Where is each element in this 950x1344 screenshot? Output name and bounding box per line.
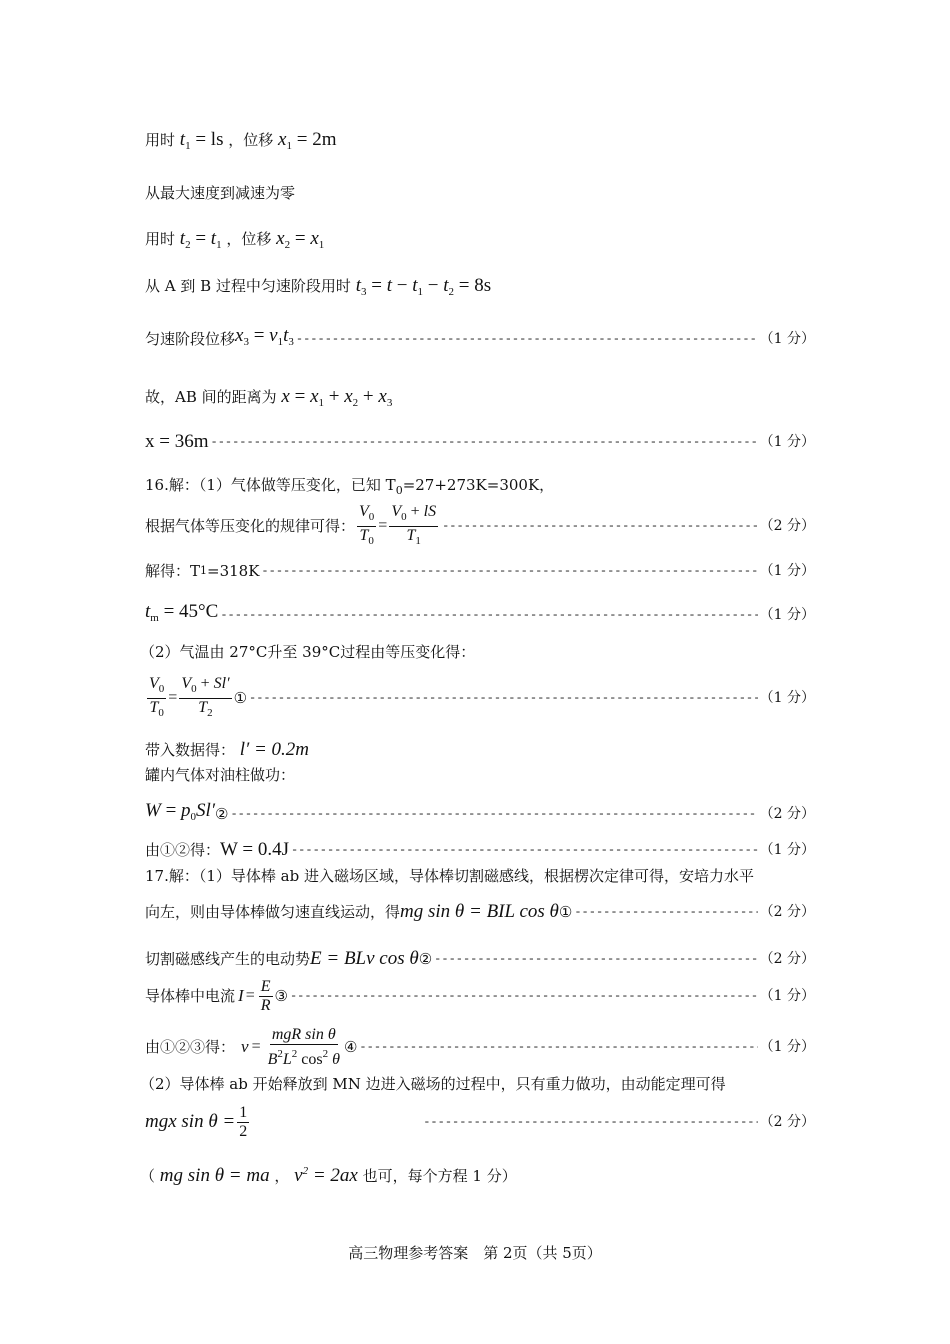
dot-leader bbox=[230, 804, 757, 824]
equation-w-result: W = 0.4J bbox=[220, 839, 289, 860]
equation-t2: $t_2 = t_1$ bbox=[179, 228, 222, 251]
dot-leader bbox=[249, 688, 758, 708]
equation-tm: $t_m = 45^\circ C$ bbox=[145, 601, 219, 624]
dot-leader bbox=[296, 329, 758, 349]
equation-t3: $t_3 = t - t_1 - t_2 = 8s$ bbox=[355, 275, 492, 298]
problem-16-equation-1: $\frac{V_0}{T_0}$ = $\frac{V_0 + Sl'}{T_2}$ ① ----- （1 分） bbox=[145, 675, 815, 721]
score-label: （1 分） bbox=[759, 563, 815, 579]
equation-force-balance: mg sin θ = BIL cos θ bbox=[400, 901, 559, 922]
equation-t1: $t_1$ = ls bbox=[179, 129, 224, 152]
equation-x-36: x = 36m bbox=[145, 431, 209, 452]
fraction-v0sl-t2: $\frac{V_0 + Sl'}{T_2}$ bbox=[181, 674, 230, 719]
fraction-v0ls-t1: $\frac{V_0 + lS}{T_1}$ bbox=[391, 502, 437, 547]
problem-16-w-result: 由①②得： W = 0.4J ----- （1 分） bbox=[145, 840, 815, 860]
equation-w: $W = p_0Sl'$ bbox=[145, 800, 215, 823]
problem-16-t1-result: 解得：T 1 =318K ----- （1 分） bbox=[145, 561, 815, 581]
problem-17-equation-2: 切割磁感线产生的电动势 E = BLv cos θ ② ----- （2 分） bbox=[145, 949, 815, 969]
equation-energy: mgx sin θ = bbox=[145, 1111, 236, 1132]
dot-leader bbox=[434, 949, 757, 969]
solution-line-ab-distance: 故，AB 间的距离为 $x = x_1 + x_2 + x_3$ bbox=[145, 386, 393, 409]
dot-leader bbox=[290, 986, 758, 1006]
fraction-velocity: $\frac{\text{mgR sin θ}}{B^2L^2 \cos^2 \theta}$ bbox=[267, 1025, 340, 1068]
fraction-v0-t0: $\frac{V_0}{T_0}$ bbox=[359, 502, 375, 547]
solution-line-x-result bbox=[145, 432, 815, 452]
dot-leader bbox=[291, 840, 758, 860]
problem-17-intro: 17.解：（1）导体棒 ab 进入磁场区域，导体棒切割磁感线，根据楞次定律可得，安培力水平 bbox=[145, 867, 754, 885]
dot-leader bbox=[211, 432, 758, 452]
score-label: （2 分） bbox=[759, 806, 815, 822]
problem-16-equation-2: $W = p_0Sl'$ ② ----- （2 分） bbox=[145, 801, 815, 827]
dot-leader bbox=[261, 561, 757, 581]
equation-emf: E = BLv cos θ bbox=[310, 948, 419, 969]
problem-17-equation-3: 导体棒中电流 I = $\frac{E}{R}$ ③ ----- （1 分） bbox=[145, 974, 815, 1018]
score-label: （1 分） bbox=[759, 607, 815, 623]
score-label: （1 分） bbox=[759, 434, 815, 450]
equation-x2: $x_2 = x_1$ bbox=[276, 228, 325, 251]
page-footer: 高三物理参考答案 第 2页（共 5页） bbox=[348, 1244, 602, 1262]
score-label: （2 分） bbox=[759, 1114, 815, 1130]
equation-x1: $x_1 = 2m$ bbox=[278, 129, 337, 152]
score-label: （1 分） bbox=[759, 842, 815, 858]
problem-17-equation-1: 向左，则由导体棒做匀速直线运动，得 mg sin θ = BIL cos θ ① ----- （2 分） bbox=[145, 902, 815, 922]
fraction-v0-t0: $\frac{V_0}{T_0}$ bbox=[149, 674, 165, 719]
equation-newton: mg sin θ = ma bbox=[159, 1165, 270, 1186]
dot-leader bbox=[220, 605, 757, 625]
problem-16-substitution: 带入数据得： l′ = 0.2m bbox=[145, 739, 310, 760]
problem-16-work: 罐内气体对油柱做功： bbox=[145, 766, 296, 784]
problem-17-alternative: （ mg sin θ = ma ， $v^2 = 2ax$ 也可，每个方程 1 分） bbox=[140, 1165, 517, 1186]
problem-17-energy bbox=[145, 1100, 815, 1144]
score-label: （1 分） bbox=[759, 988, 815, 1004]
score-label: （1 分） bbox=[759, 690, 815, 706]
dot-leader bbox=[574, 902, 757, 922]
score-label: （2 分） bbox=[759, 951, 815, 967]
equation-kinematics: $v^2 = 2ax$ bbox=[294, 1165, 358, 1186]
dot-leader bbox=[442, 516, 758, 536]
problem-16-tm-result bbox=[145, 602, 815, 628]
dot-leader bbox=[423, 1112, 757, 1132]
dot-leader bbox=[359, 1037, 757, 1057]
score-label: （1 分） bbox=[759, 331, 815, 347]
solution-line-uniform-time: 从 A 到 B 过程中匀速阶段用时 $t_3 = t - t_1 - t_2 = 8s$ bbox=[145, 275, 492, 298]
score-label: （2 分） bbox=[759, 518, 815, 534]
fraction-e-r: $\frac{E}{R}$ bbox=[260, 977, 271, 1014]
solution-line-decelerate: 从最大速度到减速为零 bbox=[145, 184, 296, 202]
equation-x3: $x_3 = v_1t_3$ bbox=[235, 325, 294, 348]
problem-16-intro: 16.解：（1）气体做等压变化，已知 $T_0=27+273K=300K$， bbox=[145, 476, 555, 497]
equation-x-sum: $x = x_1 + x_2 + x_3$ bbox=[281, 386, 393, 409]
problem-17-equation-4: 由①②③得： v = $\frac{\text{mgR sin θ}}{B^2L^2 \cos^2 \theta}$ ④ ----- （1 分） bbox=[145, 1024, 815, 1070]
solution-line-uniform-displacement: 匀速阶段位移 $x_3 = v_1t_3$ ----- （1 分） bbox=[145, 326, 815, 352]
problem-17-part2: （2）导体棒 ab 开始释放到 MN 边进入磁场的过程中，只有重力做功，由动能定理可得 bbox=[140, 1075, 726, 1093]
equation-l-prime: l′ = 0.2m bbox=[239, 739, 310, 760]
score-label: （2 分） bbox=[759, 904, 815, 920]
solution-line-time-2: 用时 $t_2 = t_1$ ，位移 $x_2 = x_1$ bbox=[145, 228, 325, 251]
problem-16-law: 根据气体等压变化的规律可得： $\frac{V_0}{T_0}$ = $\frac{V_0 + lS}{T_1}$ ----- （2 分） bbox=[145, 505, 815, 547]
solution-line-time-1: 用时 $t_1$ = ls ，位移 $x_1 = 2m$ bbox=[145, 129, 337, 152]
problem-16-part2: （2）气温由 27°C升至 39°C过程由等压变化得： bbox=[140, 643, 476, 661]
fraction-one-half: $\frac{1}{2}$ bbox=[239, 1103, 248, 1140]
score-label: （1 分） bbox=[759, 1039, 815, 1055]
